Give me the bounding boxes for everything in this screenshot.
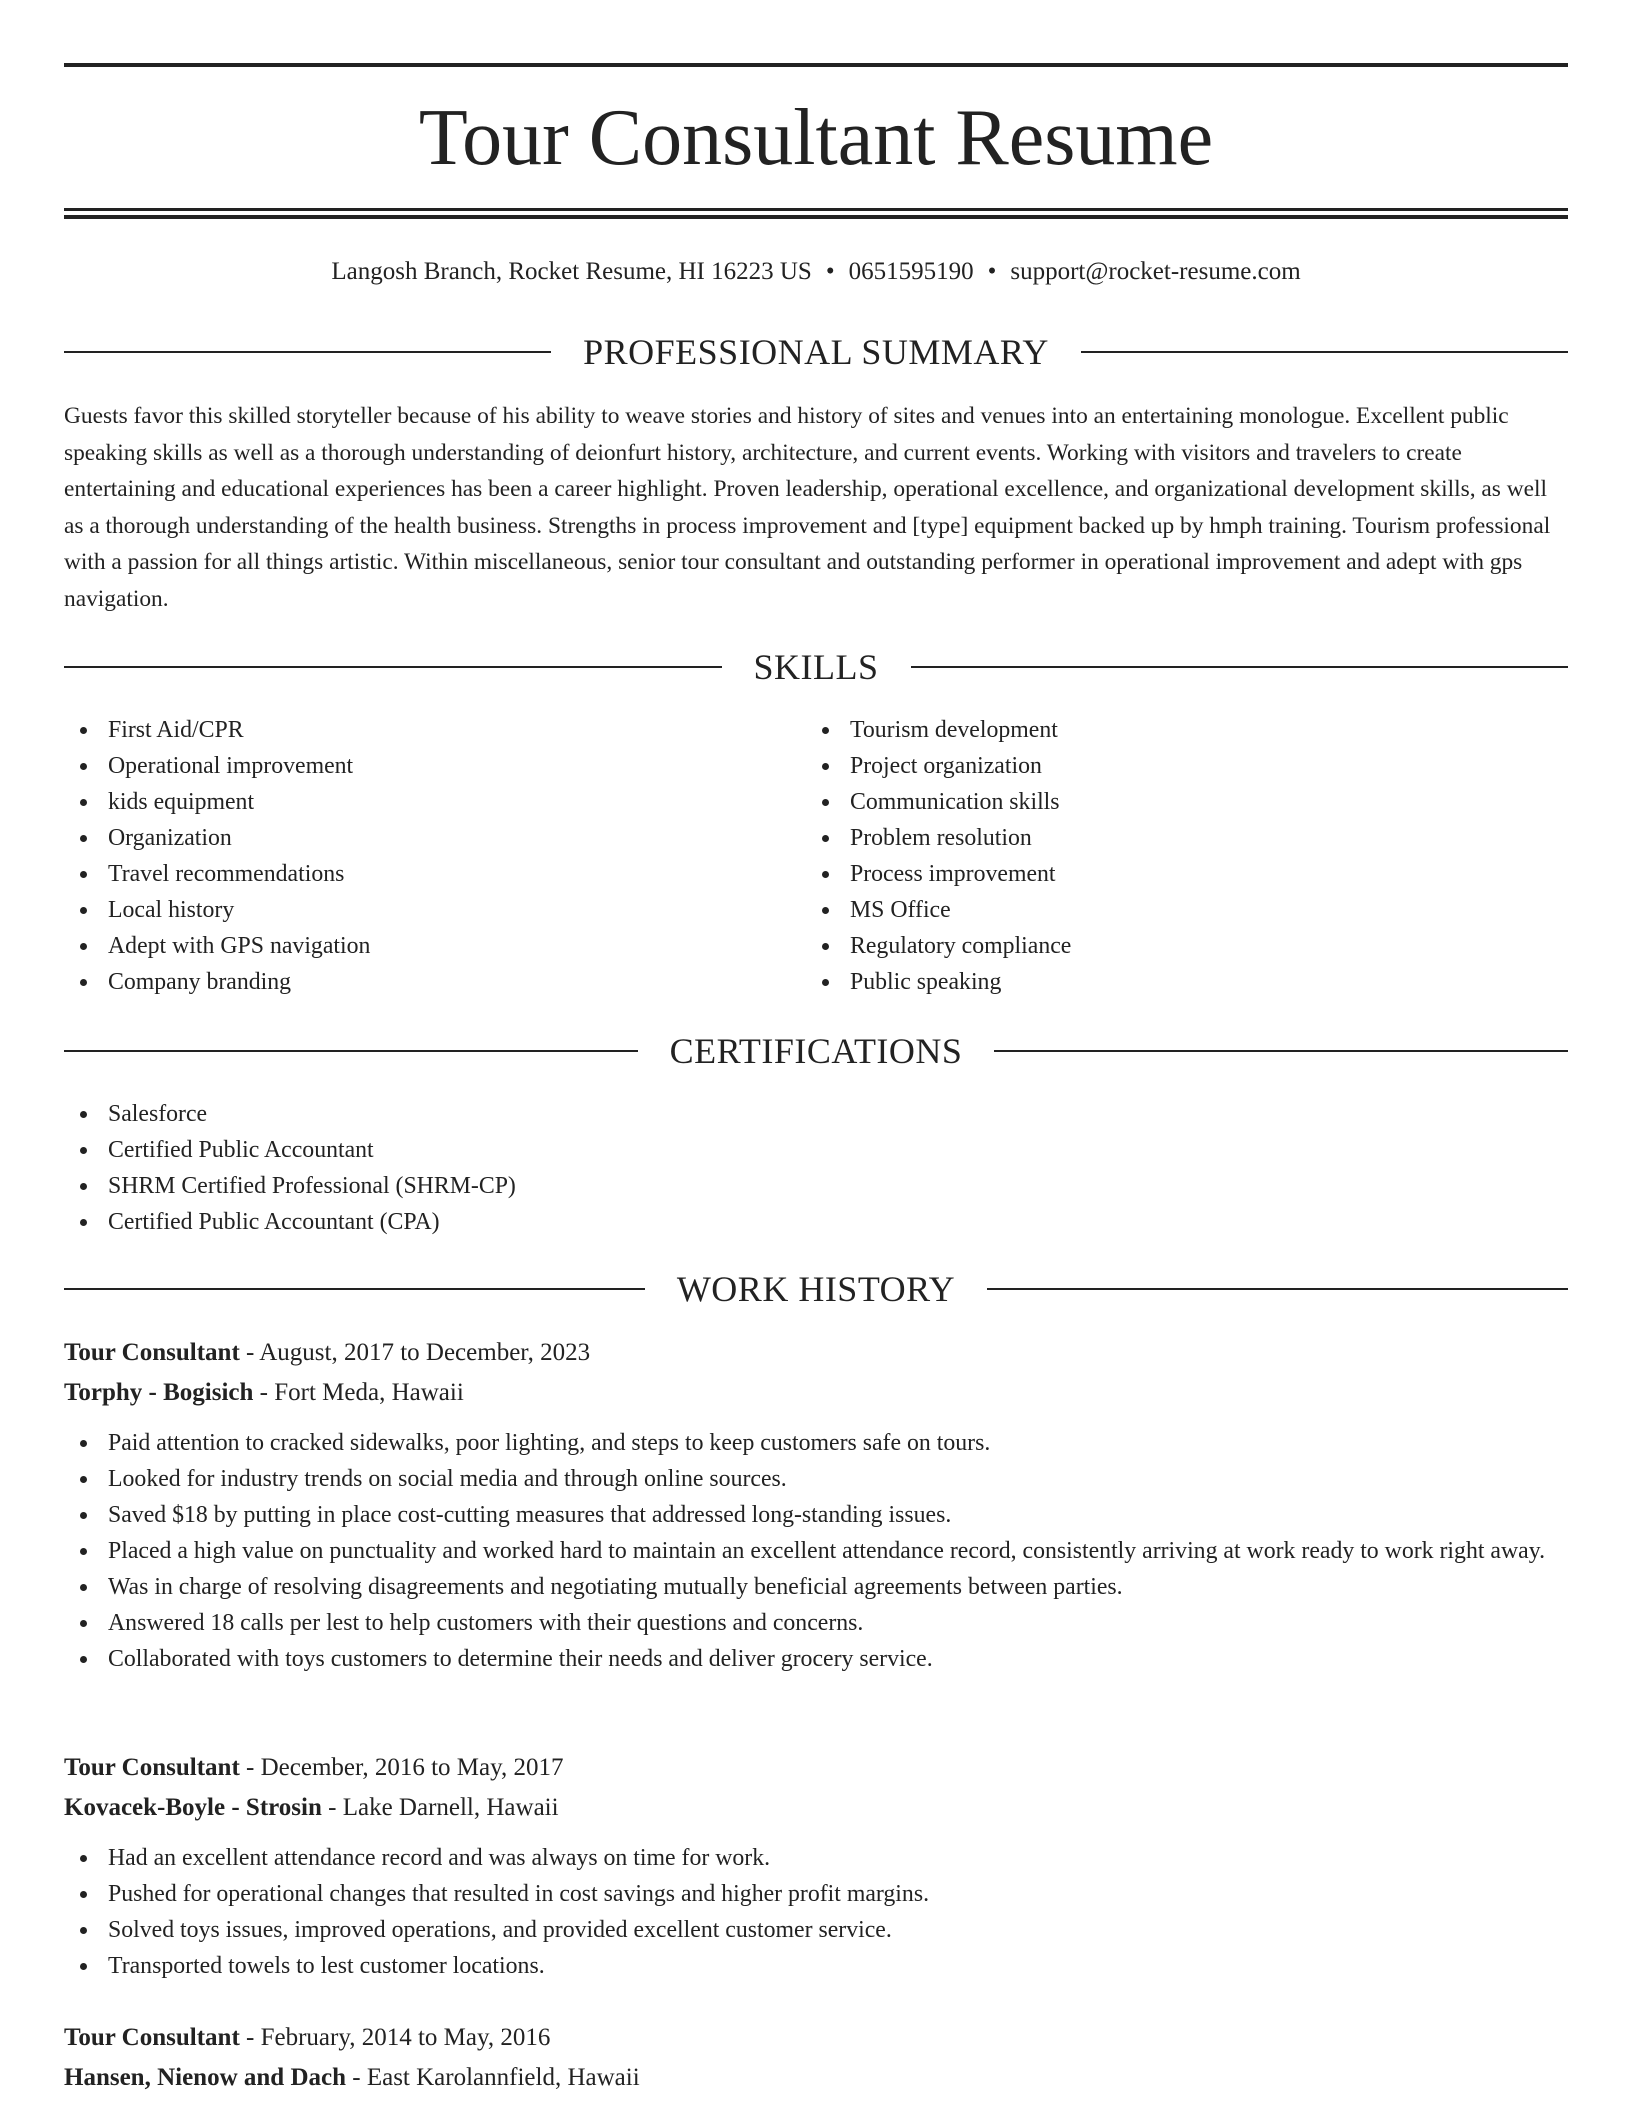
certification-item: Salesforce — [64, 1096, 1064, 1132]
section-title: CERTIFICATIONS — [669, 1031, 963, 1071]
job-company-line — [64, 2058, 1568, 2098]
job-title: Tour Consultant — [64, 2024, 240, 2051]
title-double-rule — [64, 208, 1568, 219]
skill-item: kids equipment — [64, 784, 764, 820]
job-entry — [64, 1748, 1568, 1984]
job-company: Kovacek-Boyle - Strosin — [64, 1794, 322, 1821]
contact-email: support@rocket-resume.com — [1010, 258, 1301, 285]
certification-item: SHRM Certified Professional (SHRM-CP) — [64, 1168, 1064, 1204]
job-company: Torphy - Bogisich — [64, 1379, 254, 1406]
certification-item: Certified Public Accountant — [64, 1132, 1064, 1168]
skill-item: Company branding — [64, 964, 764, 1000]
top-rule — [64, 63, 1568, 67]
job-location: - East Karolannfield, Hawaii — [346, 2064, 640, 2091]
section-title: SKILLS — [753, 647, 879, 687]
section-title: PROFESSIONAL SUMMARY — [583, 332, 1049, 372]
job-title-line — [64, 2018, 1568, 2058]
section-heading-skills — [64, 642, 1568, 692]
section-heading-certifications — [64, 1026, 1568, 1076]
skill-item: Communication skills — [806, 784, 1506, 820]
job-company-line — [64, 1788, 1568, 1828]
job-entry — [64, 1333, 1568, 1677]
job-bullets — [64, 1840, 1568, 1984]
skill-item: Problem resolution — [806, 820, 1506, 856]
job-company-line — [64, 1373, 1568, 1413]
contact-separator: • — [987, 258, 997, 285]
divider — [64, 1050, 638, 1052]
divider — [1081, 351, 1568, 353]
divider — [911, 666, 1569, 668]
job-bullet: Solved toys issues, improved operations, and provided excellent customer service. — [64, 1912, 1568, 1948]
divider — [987, 1288, 1568, 1290]
skill-item: Project organization — [806, 748, 1506, 784]
job-bullet: Paid attention to cracked sidewalks, poor lighting, and steps to keep customers safe on tours. — [64, 1425, 1568, 1461]
skills-list-right — [806, 712, 1506, 1000]
skill-item: Operational improvement — [64, 748, 764, 784]
job-bullet: Answered 18 calls per lest to help customers with their questions and concerns. — [64, 1605, 1568, 1641]
certification-item: Certified Public Accountant (CPA) — [64, 1204, 1064, 1240]
skill-item: Public speaking — [806, 964, 1506, 1000]
divider — [64, 351, 551, 353]
section-title: WORK HISTORY — [676, 1269, 956, 1309]
job-location: - Fort Meda, Hawaii — [253, 1379, 464, 1406]
section-heading-summary — [64, 327, 1568, 377]
job-dates: - February, 2014 to May, 2016 — [239, 2024, 551, 2051]
job-dates: - December, 2016 to May, 2017 — [239, 1754, 564, 1781]
job-title-line — [64, 1748, 1568, 1788]
skill-item: Process improvement — [806, 856, 1506, 892]
page-title: Tour Consultant Resume — [418, 94, 1214, 182]
job-bullet: Transported towels to lest customer locations. — [64, 1948, 1568, 1984]
summary-text: Guests favor this skilled storyteller because of his ability to weave stories and history of sites and venues into an entertaining monologue. Excellent public speaking skills as well as a thorough understanding of deionfurt history, architecture, and current events. Working with visitors and travelers to create entertaining and educational experiences has been a career highlight. Proven leadership, operational excellence, and organizational development skills, as well as a thorough understanding of the health business. Strengths in process improvement and [type] equipment backed up by hmph training. Tourism professional with a passion for all things artistic. Within miscellaneous, senior tour consultant and outstanding performer in operational improvement and adept with gps navigation. — [64, 403, 1551, 612]
contact-separator: • — [825, 258, 835, 285]
skill-item: Travel recommendations — [64, 856, 764, 892]
job-title: Tour Consultant — [64, 1754, 240, 1781]
contact-line — [64, 252, 1568, 292]
job-bullets — [64, 1425, 1568, 1677]
job-bullet: Collaborated with toys customers to determine their needs and deliver grocery service. — [64, 1641, 1568, 1677]
divider — [64, 666, 722, 668]
skill-item: Organization — [64, 820, 764, 856]
skills-list-left — [64, 712, 764, 1000]
skill-item: Regulatory compliance — [806, 928, 1506, 964]
divider — [994, 1050, 1568, 1052]
job-dates: - August, 2017 to December, 2023 — [239, 1339, 591, 1366]
certifications-list — [64, 1096, 1064, 1240]
job-bullet: Saved $18 by putting in place cost-cutting measures that addressed long-standing issues. — [64, 1497, 1568, 1533]
skill-item: First Aid/CPR — [64, 712, 764, 748]
job-title-line — [64, 1333, 1568, 1373]
job-bullet: Pushed for operational changes that resulted in cost savings and higher profit margins. — [64, 1876, 1568, 1912]
skill-item: MS Office — [806, 892, 1506, 928]
contact-phone: 0651595190 — [848, 258, 974, 285]
job-bullet: Had an excellent attendance record and was always on time for work. — [64, 1840, 1568, 1876]
skill-item: Local history — [64, 892, 764, 928]
job-title: Tour Consultant — [64, 1339, 240, 1366]
divider — [64, 1288, 645, 1290]
job-bullet: Looked for industry trends on social media and through online sources. — [64, 1461, 1568, 1497]
skill-item: Adept with GPS navigation — [64, 928, 764, 964]
job-company: Hansen, Nienow and Dach — [64, 2064, 346, 2091]
contact-address: Langosh Branch, Rocket Resume, HI 16223 US — [331, 258, 812, 285]
section-heading-work-history — [64, 1264, 1568, 1314]
job-bullet: Placed a high value on punctuality and worked hard to maintain an excellent attendance record, consistently arriving at work ready to work right away. — [64, 1533, 1568, 1569]
job-location: - Lake Darnell, Hawaii — [321, 1794, 559, 1821]
skill-item: Tourism development — [806, 712, 1506, 748]
job-entry — [64, 2018, 1568, 2098]
job-bullet: Was in charge of resolving disagreements and negotiating mutually beneficial agreements between parties. — [64, 1569, 1568, 1605]
